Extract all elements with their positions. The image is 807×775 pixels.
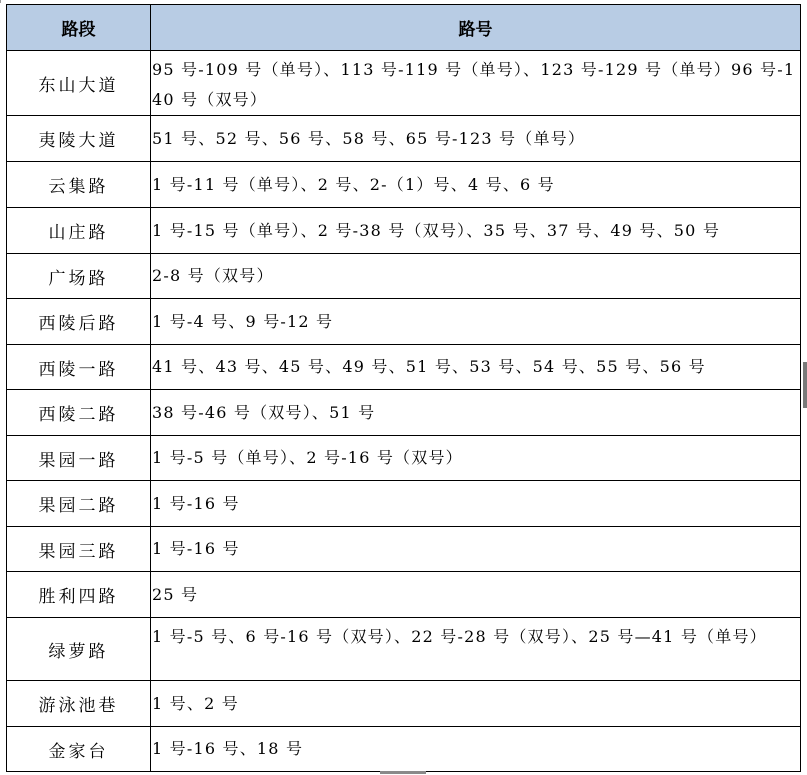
segment-cell: 东山大道	[7, 51, 151, 116]
table-row	[7, 727, 801, 772]
segment-cell: 夷陵大道	[7, 116, 151, 162]
segment-cell: 金家台	[7, 727, 151, 772]
segment-cell: 西陵二路	[7, 390, 151, 436]
numbers-cell: 51 号、52 号、56 号、58 号、65 号-123 号（单号）	[151, 116, 801, 162]
numbers-cell: 1 号-16 号、18 号	[151, 727, 801, 772]
table-row	[7, 681, 801, 727]
segment-cell: 果园一路	[7, 436, 151, 481]
segment-cell: 云集路	[7, 162, 151, 208]
table-row	[7, 208, 801, 254]
numbers-cell: 41 号、43 号、45 号、49 号、51 号、53 号、54 号、55 号、56 号	[151, 345, 801, 390]
table-row	[7, 527, 801, 572]
numbers-cell: 1 号-5 号、6 号-16 号（双号）、22 号-28 号（双号）、25 号—41 号（单号）	[151, 618, 801, 681]
numbers-cell: 2-8 号（双号）	[151, 254, 801, 299]
numbers-cell: 1 号-15 号（单号）、2 号-38 号（双号）、35 号、37 号、49 号、50 号	[151, 208, 801, 254]
segment-cell: 西陵后路	[7, 299, 151, 345]
road-number-table	[6, 4, 801, 772]
numbers-cell: 1 号-16 号	[151, 527, 801, 572]
numbers-cell: 1 号-16 号	[151, 481, 801, 527]
page-bottom-marker	[380, 771, 426, 774]
numbers-cell: 25 号	[151, 572, 801, 618]
header-segment: 路段	[7, 5, 151, 51]
segment-cell: 果园二路	[7, 481, 151, 527]
table-row	[7, 572, 801, 618]
numbers-cell: 1 号、2 号	[151, 681, 801, 727]
table-row	[7, 390, 801, 436]
segment-cell: 广场路	[7, 254, 151, 299]
table-row	[7, 345, 801, 390]
table-row	[7, 481, 801, 527]
numbers-cell: 95 号-109 号（单号）、113 号-119 号（单号）、123 号-129 号（单号）96 号-140 号（双号）	[151, 51, 801, 116]
segment-cell: 果园三路	[7, 527, 151, 572]
segment-cell: 西陵一路	[7, 345, 151, 390]
segment-cell: 胜利四路	[7, 572, 151, 618]
numbers-cell: 1 号-11 号（单号）、2 号、2-（1）号、4 号、6 号	[151, 162, 801, 208]
table-row	[7, 116, 801, 162]
table-row	[7, 51, 801, 116]
table-row	[7, 299, 801, 345]
table-row	[7, 254, 801, 299]
numbers-cell: 38 号-46 号（双号）、51 号	[151, 390, 801, 436]
segment-cell: 游泳池巷	[7, 681, 151, 727]
table-row	[7, 436, 801, 481]
table-header-row	[7, 5, 801, 51]
table-row	[7, 618, 801, 681]
page-corner-mark	[0, 0, 5, 3]
document-sheet	[6, 4, 800, 772]
numbers-cell: 1 号-4 号、9 号-12 号	[151, 299, 801, 345]
table-row	[7, 162, 801, 208]
segment-cell: 山庄路	[7, 208, 151, 254]
segment-cell: 绿萝路	[7, 618, 151, 681]
scrollbar-thumb[interactable]	[803, 362, 807, 408]
header-numbers: 路号	[151, 5, 801, 51]
numbers-cell: 1 号-5 号（单号）、2 号-16 号（双号）	[151, 436, 801, 481]
